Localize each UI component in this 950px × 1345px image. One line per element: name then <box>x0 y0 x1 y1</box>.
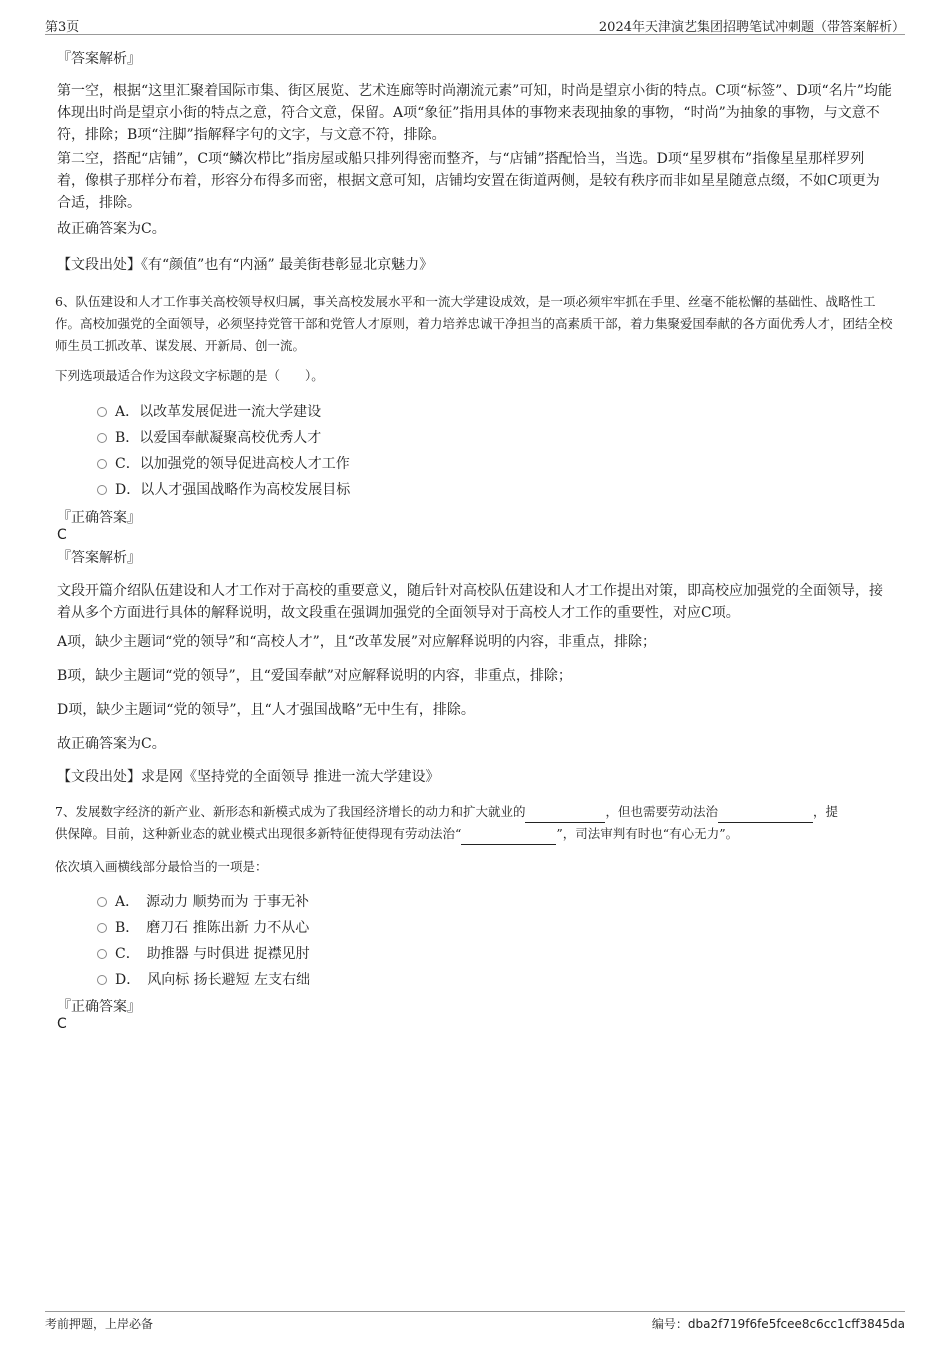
option-label: D．以人才强国战略作为高校发展目标 <box>115 482 351 498</box>
page-header <box>45 12 905 35</box>
source-note: 【文段出处】求是网《坚持党的全面领导 推进一流大学建设》 <box>57 769 440 785</box>
blank-3 <box>461 828 556 845</box>
answer-value: C <box>57 527 67 543</box>
option-c[interactable] <box>97 454 350 474</box>
blank-2 <box>718 806 813 823</box>
option-label: A．以改革发展促进一流大学建设 <box>115 404 322 420</box>
option-c[interactable] <box>97 944 310 964</box>
radio-icon <box>97 923 107 933</box>
option-label: B．以爱国奉献凝聚高校优秀人才 <box>115 430 322 446</box>
page-footer <box>45 1311 905 1331</box>
option-a-note: A项，缺少主题词“党的领导”和“高校人才”，且“改革发展”对应解释说明的内容，非重点，排除； <box>57 634 657 650</box>
option-label: A． 源动力 顺势而为 于事无补 <box>115 894 310 910</box>
footer-slogan: 考前押题，上岸必备 <box>45 1317 154 1331</box>
option-label: D． 风向标 扬长避短 左支右绌 <box>115 972 311 988</box>
answer-label: 『正确答案』 <box>57 510 141 526</box>
option-d[interactable] <box>97 480 350 500</box>
conclusion: 故正确答案为C。 <box>57 221 166 237</box>
question-stem: 6、队伍建设和人才工作事关高校领导权归属，事关高校发展水平和一流大学建设成效，是一项必须牢牢抓在手里、丝毫不能松懈的基础性、战略性工作。高校加强党的全面领导，必须坚持党管干部和党管人才原则，着力培养忠诚干净担当的高素质干部，着力集聚爱国奉献的各方面优秀人才，团结全校师生员工抓改革、谋发展、开新局、创一流。 <box>55 294 893 353</box>
radio-icon <box>97 459 107 469</box>
option-d[interactable] <box>97 970 310 990</box>
analysis-paragraph: 第一空，根据“这里汇聚着国际市集、街区展览、艺术连廊等时尚潮流元素”可知，时尚是望京小街的特点。C项“标签”、D项“名片”均能体现出时尚是望京小街的特点之意，符合文意，保留。A项“象征”指用具体的事物来表现抽象的事物，“时尚”为抽象的事物，与文意不符，排除；B项“注脚”指解释字句的文字，与文意不符，排除。 <box>57 83 892 143</box>
option-a[interactable] <box>97 402 321 422</box>
question-stem: 7、发展数字经济的新产业、新形态和新模式成为了我国经济增长的动力和扩大就业的 ，但也需要劳动法治 ，提 供保障。目前，这种新业态的就业模式出现很多新特征使得现有劳动法治“ ”，司法审判有时也“有心无力”。 <box>55 801 897 845</box>
radio-icon <box>97 485 107 495</box>
answer-value: C <box>57 1016 67 1032</box>
radio-icon <box>97 407 107 417</box>
answer-label: 『正确答案』 <box>57 999 141 1015</box>
question-prompt: 依次填入画横线部分最恰当的一项是： <box>55 859 268 874</box>
conclusion: 故正确答案为C。 <box>57 736 166 752</box>
analysis-label: 『答案解析』 <box>57 51 141 67</box>
radio-icon <box>97 433 107 443</box>
option-label: C． 助推器 与时俱进 捉襟见肘 <box>115 946 310 962</box>
option-label: B． 磨刀石 推陈出新 力不从心 <box>115 920 310 936</box>
analysis-label: 『答案解析』 <box>57 550 141 566</box>
option-a[interactable] <box>97 892 309 912</box>
document-id: 编号：dba2f719f6fe5fcee8c6cc1cff3845da <box>651 1317 905 1331</box>
radio-icon <box>97 949 107 959</box>
page-number: 第3页 <box>45 20 80 35</box>
option-b[interactable] <box>97 428 321 448</box>
option-b-note: B项，缺少主题词“党的领导”，且“爱国奉献”对应解释说明的内容，非重点，排除； <box>57 668 572 684</box>
radio-icon <box>97 897 107 907</box>
blank-1 <box>525 806 605 823</box>
option-label: C．以加强党的领导促进高校人才工作 <box>115 456 350 472</box>
question-prompt: 下列选项最适合作为这段文字标题的是（ ）。 <box>55 368 324 383</box>
option-d-note: D项，缺少主题词“党的领导”，且“人才强国战略”无中生有，排除。 <box>57 702 475 718</box>
option-b[interactable] <box>97 918 309 938</box>
analysis-paragraph: 文段开篇介绍队伍建设和人才工作对于高校的重要意义，随后针对高校队伍建设和人才工作提出对策，即高校应加强党的全面领导，接着从多个方面进行具体的解释说明，故文段重在强调加强党的全面领导对于高校人才工作的重要性，对应C项。 <box>57 583 883 621</box>
radio-icon <box>97 975 107 985</box>
source-note: 【文段出处】《有“颜值”也有“内涵” 最美街巷彰显北京魅力》 <box>57 257 434 273</box>
analysis-paragraph: 第二空，搭配“店铺”，C项“鳞次栉比”指房屋或船只排列得密而整齐，与“店铺”搭配恰当，当选。D项“星罗棋布”指像星星那样罗列着，像棋子那样分布着，形容分布得多而密，根据文意可知，店铺均安置在街道两侧，是较有秩序而非如星星随意点缀，不如C项更为合适，排除。 <box>57 151 880 211</box>
document-title: 2024年天津演艺集团招聘笔试冲刺题（带答案解析） <box>598 20 905 35</box>
